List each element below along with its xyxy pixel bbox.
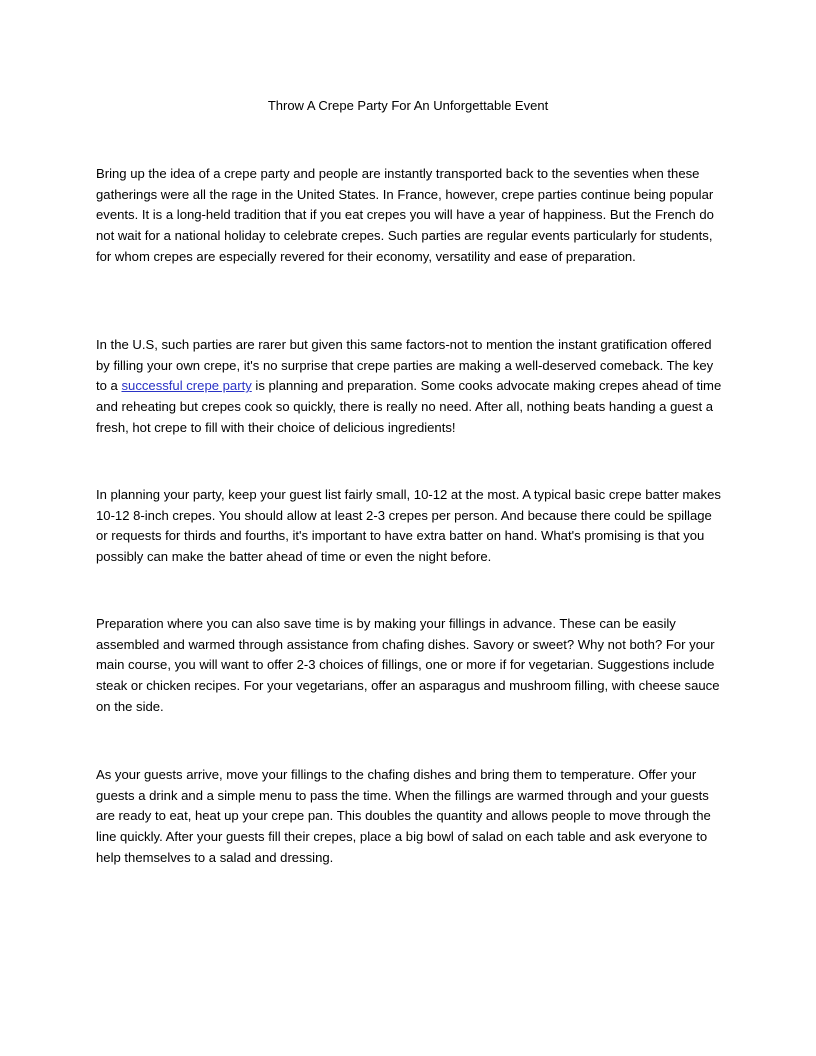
paragraph-5: As your guests arrive, move your fillings to the chafing dishes and bring them to temperature. Offer your guests a drink and a simple menu to pass the time. When the fillings are warmed through and your guests are ready to eat, heat up your crepe pan. This doubles the quantity and allows people to move through the line quickly. After your guests fill their crepes, place a big bowl of salad on each table and ask everyone to help themselves to a salad and dressing.: [96, 767, 711, 865]
paragraph-2-text-after-link: is planning and preparation. Some cooks advocate making crepes ahead of time and reheating but crepes cook so quickly, there is really no need. After all, nothing beats handing a guest a fresh, hot crepe to fill with their choice of delicious ingredients!: [96, 378, 722, 435]
paragraph-4: Preparation where you can also save time is by making your fillings in advance. These can be easily assembled and warmed through assistance from chafing dishes. Savory or sweet? Why not both? For your main course, you will want to offer 2-3 choices of fillings, one or more if for vegetarian. Suggestions include steak or chicken recipes. For your vegetarians, offer an asparagus and mushroom filling, with cheese sauce on the side.: [96, 616, 720, 714]
document-title: Throw A Crepe Party For An Unforgettable Event: [267, 98, 549, 113]
successful-crepe-party-link[interactable]: successful crepe party: [121, 378, 252, 394]
paragraph-2: [96, 335, 724, 439]
paragraph-1: Bring up the idea of a crepe party and people are instantly transported back to the seventies when these gatherings were all the rage in the United States. In France, however, crepe parties continue being popular events. It is a long-held tradition that if you eat crepes you will have a year of happiness. But the French do not wait for a national holiday to celebrate crepes. Such parties are regular events particularly for students, for whom crepes are especially revered for their economy, versatility and ease of preparation.: [96, 166, 714, 264]
paragraph-2-text-before-link: In the U.S, such parties are rarer but given this same factors-not to mention the instant gratification offered by filling your own crepe, it's no surprise that crepe parties are making a well-deserved comeback. The key to a: [96, 337, 714, 394]
paragraph-3: In planning your party, keep your guest list fairly small, 10-12 at the most. A typical basic crepe batter makes 10-12 8-inch crepes. You should allow at least 2-3 crepes per person. And because there could be spillage or requests for thirds and fourths, it's important to have extra batter on hand. What's promising is that you possibly can make the batter ahead of time or even the night before.: [96, 487, 721, 565]
